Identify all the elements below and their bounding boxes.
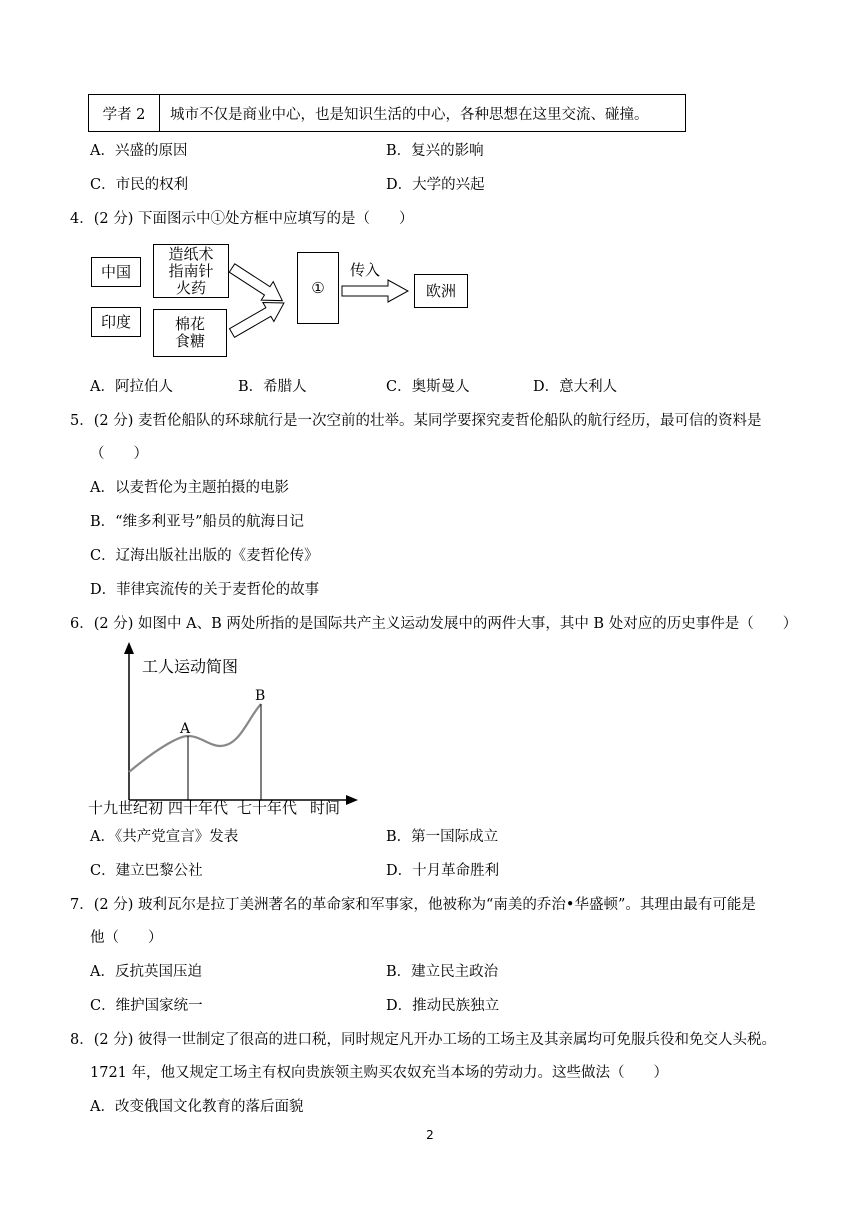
q6-stem: 6．(2 分) 如图中 A、B 两处所指的是国际共产主义运动发展中的两件大事，其中 B 处对应的历史事件是（ ） <box>70 616 798 632</box>
q5-stem-cont: （ ） <box>90 446 148 462</box>
arrow-blank-to-europe <box>342 280 408 302</box>
x-axis-arrow <box>346 795 358 805</box>
x-label-1870s: 七十年代 <box>237 799 298 817</box>
q3-table-label: 学者 2 <box>89 95 160 132</box>
europe-box: 欧洲 <box>414 274 468 308</box>
arrow-label-transmit: 传入 <box>350 261 381 279</box>
goods-cotton: 棉花 <box>174 315 205 333</box>
diagram-arrows <box>0 0 860 400</box>
goods-sugar: 食糖 <box>174 332 205 350</box>
q7-option-c: C．维护国家统一 <box>90 998 203 1014</box>
point-a-label: A <box>180 721 191 737</box>
q4-option-a: A．阿拉伯人 <box>90 379 173 395</box>
blank-box-1: ① <box>297 252 339 324</box>
q6-option-c: C．建立巴黎公社 <box>90 863 203 879</box>
q3-option-b: B．复兴的影响 <box>386 143 484 159</box>
q5-option-a: A．以麦哲伦为主题拍摄的电影 <box>90 480 289 496</box>
q7-option-d: D．推动民族独立 <box>386 998 500 1014</box>
q7-option-a: A．反抗英国压迫 <box>90 964 202 980</box>
x-label-time: 时间 <box>310 799 341 817</box>
invention-compass: 指南针 <box>168 261 214 280</box>
arrow-china-to-blank <box>226 259 288 310</box>
q7-stem-cont: 他（ ） <box>90 930 163 946</box>
q5-option-d: D．菲律宾流传的关于麦哲伦的故事 <box>90 582 320 598</box>
q4-option-c: C．奥斯曼人 <box>386 379 470 395</box>
q6-option-d: D．十月革命胜利 <box>386 863 500 879</box>
india-box: 印度 <box>91 307 141 337</box>
q4-option-d: D．意大利人 <box>533 379 618 395</box>
q3-option-d: D．大学的兴起 <box>386 177 485 193</box>
q7-option-b: B．建立民主政治 <box>386 964 499 980</box>
q8-stem: 8．(2 分) 彼得一世制定了很高的进口税，同时规定凡开办工场的工场主及其亲属均可免服兵役和免交人头税。 <box>70 1032 776 1048</box>
y-axis-arrow <box>124 642 134 654</box>
x-label-early-19c: 十九世纪初 <box>88 799 164 817</box>
invention-paper: 造纸术 <box>168 244 214 263</box>
q6-option-b: B．第一国际成立 <box>386 829 499 845</box>
movement-curve <box>129 704 261 772</box>
point-b-label: B <box>255 688 266 704</box>
q5-stem: 5．(2 分) 麦哲伦船队的环球航行是一次空前的壮举。某同学要探究麦哲伦船队的航行经历，最可信的资料是 <box>70 413 762 429</box>
q4-stem: 4．(2 分) 下面图示中①处方框中应填写的是（ ） <box>70 211 414 227</box>
q7-stem: 7．(2 分) 玻利瓦尔是拉丁美洲著名的革命家和军事家，他被称为“南美的乔治•华盛顿”。其理由最有可能是 <box>70 897 756 913</box>
china-box: 中国 <box>91 257 141 287</box>
q3-option-a: A．兴盛的原因 <box>90 143 188 159</box>
q8-option-a: A．改变俄国文化教育的落后面貌 <box>90 1099 304 1115</box>
x-label-1840s: 四十年代 <box>168 799 229 817</box>
q4-option-b: B．希腊人 <box>238 379 307 395</box>
q3-option-c: C．市民的权利 <box>90 177 189 193</box>
q3-table-text: 城市不仅是商业中心，也是知识生活的中心，各种思想在这里交流、碰撞。 <box>160 95 686 132</box>
q5-option-c: C．辽海出版社出版的《麦哲伦传》 <box>90 548 319 564</box>
page-number: 2 <box>426 1128 434 1142</box>
chart-title: 工人运动简图 <box>142 657 239 676</box>
invention-gunpowder: 火药 <box>175 278 206 297</box>
q6-option-a: A．《共产党宣言》发表 <box>90 829 239 845</box>
q8-stem-cont: 1721 年，他又规定工场主有权向贵族领主购买农奴充当本场的劳动力。这些做法（ ） <box>90 1065 669 1081</box>
q5-option-b: B．“维多利亚号”船员的航海日记 <box>90 514 304 530</box>
